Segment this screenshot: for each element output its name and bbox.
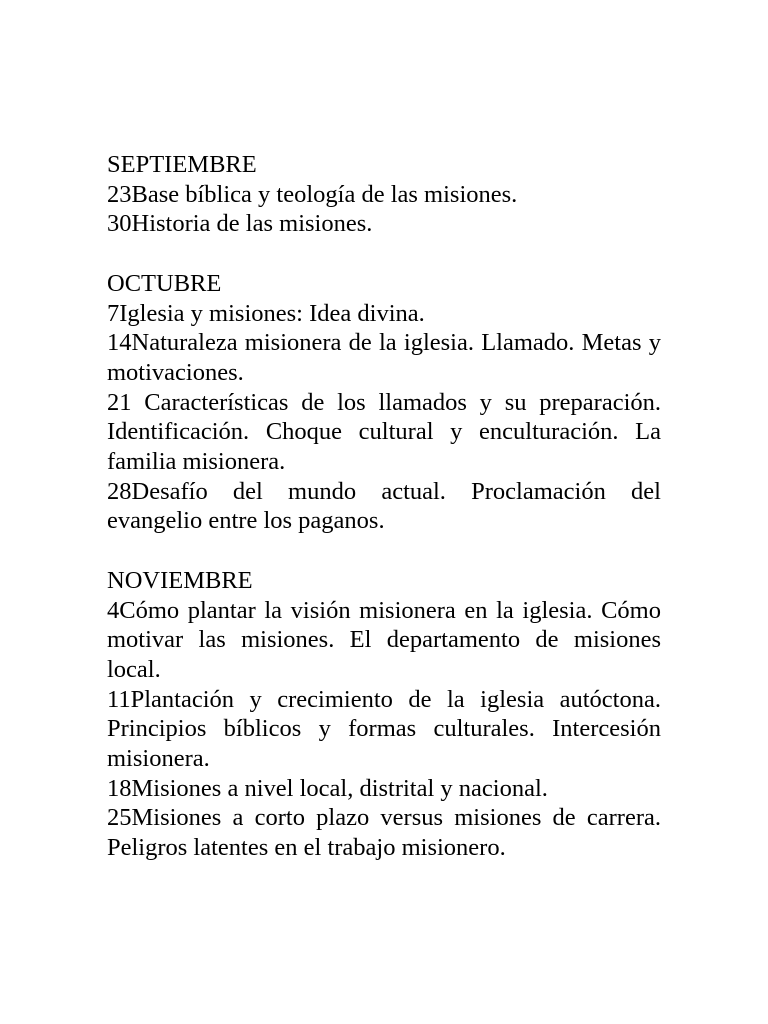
month-heading: SEPTIEMBRE: [107, 151, 257, 178]
entry-text: Base bíblica y teología de las misiones.: [131, 180, 518, 208]
entry-day: 28: [107, 477, 132, 505]
entry-text: Características de los llamados y su preparación. Identificación. Choque cultural y enculturación. La familia misionera.: [107, 388, 661, 476]
entry-text: Iglesia y misiones: Idea divina.: [119, 299, 425, 327]
schedule-entry: [107, 180, 661, 210]
entry-day: 30: [107, 210, 132, 238]
schedule-entry: [107, 774, 661, 804]
section-noviembre: [107, 566, 661, 863]
entry-text: Plantación y crecimiento de la iglesia autóctona. Principios bíblicos y formas culturales. Intercesión misionera.: [107, 685, 661, 773]
section-octubre: [107, 269, 661, 536]
entry-day: 11: [107, 685, 131, 713]
entry-day: 21: [107, 388, 132, 416]
schedule-entry: [107, 803, 661, 862]
entry-text: Misiones a nivel local, distrital y nacional.: [131, 774, 548, 802]
entry-text: Misiones a corto plazo versus misiones de carrera. Peligros latentes en el trabajo misionero.: [107, 804, 661, 862]
entry-text: Naturaleza misionera de la iglesia. Llamado. Metas y motivaciones.: [107, 329, 661, 386]
entry-text: Cómo plantar la visión misionera en la iglesia. Cómo motivar las misiones. El departamento de misiones local.: [107, 596, 661, 683]
schedule-entry: [107, 388, 661, 477]
entry-day: 25: [107, 804, 132, 832]
entry-day: 4: [107, 596, 120, 624]
month-heading: OCTUBRE: [107, 269, 222, 297]
entry-day: 7: [107, 299, 120, 327]
schedule-entry: [107, 328, 661, 387]
entry-text: Historia de las misiones.: [131, 210, 373, 238]
document-page: [107, 150, 661, 863]
schedule-entry: [107, 299, 661, 329]
section-septiembre: [107, 150, 661, 239]
month-heading: NOVIEMBRE: [107, 566, 253, 594]
schedule-entry: [107, 209, 661, 239]
entry-day: 23: [107, 180, 132, 208]
entry-day: 14: [107, 329, 132, 357]
schedule-entry: [107, 596, 661, 685]
schedule-entry: [107, 477, 661, 536]
entry-text: Desafío del mundo actual. Proclamación del evangelio entre los paganos.: [107, 477, 661, 535]
entry-day: 18: [107, 774, 132, 802]
schedule-entry: [107, 685, 661, 774]
